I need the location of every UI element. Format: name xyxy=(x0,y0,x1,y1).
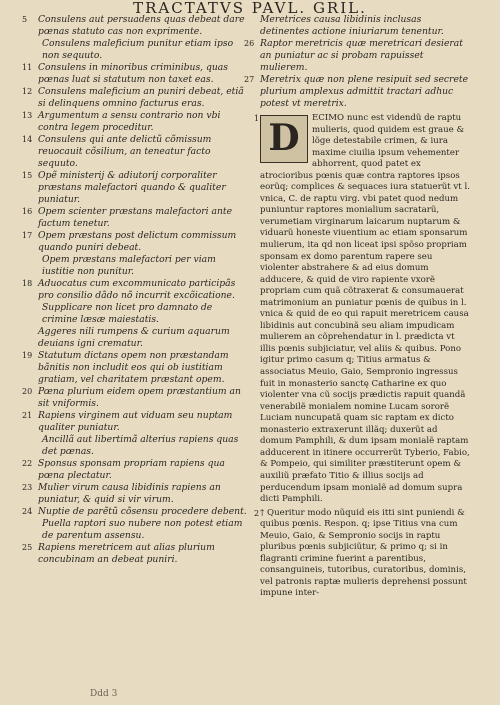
paragraph-number: 1 xyxy=(254,114,260,123)
treatise-body xyxy=(252,113,472,600)
body-paragraph xyxy=(254,113,472,506)
summary-entry xyxy=(22,110,250,134)
summary-entry xyxy=(22,206,250,230)
entry-text: Nuptie de parẽtũ cõsensu procedere debent. xyxy=(38,506,247,517)
entry-number: 5 xyxy=(22,15,28,24)
summary-entry xyxy=(252,14,472,38)
entry-number: 27 xyxy=(244,75,255,84)
entry-number: 18 xyxy=(22,279,33,288)
entry-text: Meretrices causa libidinis inclusas detinentes actione iniuriarum tenentur. xyxy=(260,14,444,37)
entry-number: 22 xyxy=(22,459,33,468)
entry-text: Argumentum a sensu contrario non vbi contra legem proceditur. xyxy=(38,110,221,133)
entry-text: Mulier virum causa libidinis rapiens an puniatur, & quid si vir virum. xyxy=(38,482,221,505)
entry-number: 20 xyxy=(22,387,33,396)
entry-text: Rapiens virginem aut viduam seu nuptam qualiter puniatur. xyxy=(38,410,233,433)
entry-number: 21 xyxy=(22,411,33,420)
summary-entry xyxy=(22,86,250,110)
summary-entry xyxy=(22,410,250,458)
decorated-initial: D xyxy=(260,115,308,163)
summary-entry xyxy=(22,542,250,566)
summary-entry xyxy=(22,458,250,482)
entry-number: 23 xyxy=(22,483,33,492)
entry-text: Rapiens meretricem aut alias plurium concubinam an debeat puniri. xyxy=(38,542,215,565)
entry-text: Statutum dictans opem non præstandam bãnitis non includit eos qui ob iustitiam gratiam, vel charitatem præstant opem. xyxy=(38,350,229,385)
summary-entry xyxy=(22,62,250,86)
signature-mark: Ddd 3 xyxy=(90,689,118,699)
entry-text: Pœna plurium eidem opem præstantium an sit vniformis. xyxy=(38,386,241,409)
entry-number: 19 xyxy=(22,351,33,360)
entry-text: Aggeres nili rumpens & curium aquarum deuians igni crematur. xyxy=(38,326,230,349)
entry-number: 15 xyxy=(22,171,33,180)
summary-entry xyxy=(244,38,472,74)
summary-entry xyxy=(22,14,250,62)
summary-entry xyxy=(22,386,250,410)
entry-text: Consulens qui ante delictũ cõmissum reuocauit cõsilium, an teneatur facto sequuto. xyxy=(38,134,212,169)
entry-text: Aduocatus cum excommunicato participãs pro consilio dãdo nõ incurrit excõicatione. xyxy=(38,278,236,301)
entry-number: 11 xyxy=(22,63,33,72)
entry-number: 25 xyxy=(22,543,33,552)
entry-text: Meretrix quæ non plene resipuit sed secrete plurium amplexus admittit tractari adhuc potest vt meretrix. xyxy=(260,74,469,109)
entry-subtext: Opem præstans malefactori per viam iustitie non punitur. xyxy=(42,254,216,277)
entry-text: Consulens maleficium an puniri debeat, etiã si delinquens omnino facturus eras. xyxy=(38,86,244,109)
entry-text: Opem scienter præstans malefactori ante factum tenetur. xyxy=(38,206,233,229)
entry-text: Consulens in minoribus criminibus, quas pœnas luat si statutum non taxet eas. xyxy=(38,62,229,85)
entry-number: 16 xyxy=(22,207,33,216)
summary-entry xyxy=(30,326,250,350)
entry-text: Sponsus sponsam propriam rapiens qua pœna plectatur. xyxy=(38,458,225,481)
paragraph-text: ECIMO nunc est videndũ de raptu mulieris, quod quidem est graue & lõge detestabile crimen, & iura maxime ciuilia ipsum vehementer abhorrent, quod patet ex atrocioribus pœnis quæ contra raptores ipsos eorũq; complices & sequaces iura statuerũt vt l. vnica, C. de raptu virg. vbi patet quod nedum puniuntur raptores monialium sacratarũ, verumetiam virginarum laicarum nuptarum & viduarũ honeste viuentium ac etiam sponsarum mulierum, ita qd non liceat ipsi spõso propriam sponsam ex domo parentum rapere seu violenter abstrahere & ad eius domum adducere, & quid de viro rapiente vxorẽ propriam cum quã cõtraxerat & consumauerat matrimonium an puniatur pœnis de quibus in l. vnica & quid de eo qui rapuit meretricem causa libidinis aut concubinã seu aliam impudicam mulierem an cõprehendatur in l. prædicta vt illis pœnis subjiciatur, vel aliis & quibus. Pono igitur primo casum q; Titius armatus & associatus Meuio, Gaio, Sempronio ingressus fuit in monasterio sanctę Catharine ex quo violenter vna cũ socijs prædictis rapuit quandã venerabilẽ monialem nomine Lucam sororẽ Luciam nuncupatã quam sic raptam ex dicto monasterio extraxerunt illãq; duxerũt ad domum Pamphili, & dum ipsam monialẽ raptam adducerent in itinere occurrerũt Tyberio, Fabio, & Pompeio, qui similiter præstiterunt opem & auxiliũ præfato Titio & illius socijs ad perducendum ipsam monialẽ ad domum supra dicti Pamphili. xyxy=(260,113,470,505)
summary-entry xyxy=(244,74,472,110)
entry-number: 14 xyxy=(22,135,33,144)
summary-entry xyxy=(22,170,250,206)
summary-list-right xyxy=(244,14,472,110)
summary-entry xyxy=(22,134,250,170)
entry-text: Raptor meretricis quæ meretricari desierat an puniatur ac si probam rapuisset mulierem. xyxy=(260,38,463,73)
summary-entry xyxy=(22,350,250,386)
right-column xyxy=(244,14,472,600)
entry-text: Consulens aut persuadens quas debeat dare pœnas statuto cas non exprimente. xyxy=(38,14,245,37)
summary-entry xyxy=(22,482,250,506)
entry-subtext: Supplicare non licet pro damnato de crimine læsæ maiestatis. xyxy=(42,302,213,325)
summary-entry xyxy=(22,506,250,542)
entry-number: 12 xyxy=(22,87,33,96)
entry-number: 24 xyxy=(22,507,33,516)
running-header: TRACTATVS PAVL. GRIL. xyxy=(133,0,367,17)
paragraph-number: 2 xyxy=(254,508,260,518)
entry-number: 26 xyxy=(244,39,255,48)
entry-number: 17 xyxy=(22,231,33,240)
entry-text: Opem præstans post delictum commissum quando puniri debeat. xyxy=(38,230,237,253)
entry-text: Opẽ ministerij & adiutorij corporaliter præstans malefactori quando & qualiter puniatur. xyxy=(38,170,226,205)
body-paragraph xyxy=(254,507,472,600)
summary-list-left xyxy=(22,14,250,566)
entry-subtext: Consulens maleficium punitur etiam ipso non sequuto. xyxy=(42,38,234,61)
entry-number: 13 xyxy=(22,111,33,120)
summary-entry xyxy=(22,230,250,278)
entry-subtext: Ancillã aut libertimã alterius rapiens quas det pœnas. xyxy=(42,434,239,457)
summary-entry xyxy=(22,278,250,326)
paragraph-text: † Queritur modo nũquid eis itti sint puniendi & quibus pœnis. Respon. q; ipse Titius vna cum Meuio, Gaio, & Sempronio socijs in raptu pluribus pœnis subjiciũtur, & primo q; si in flagranti crimine fuerint a parentibus, consanguineis, tutoribus, curatoribus, dominis, vel patronis raptæ mulieris deprehensi possunt impune inter- xyxy=(260,507,467,599)
entry-subtext: Puella raptori suo nubere non potest etiam de parentum assensu. xyxy=(42,518,243,541)
